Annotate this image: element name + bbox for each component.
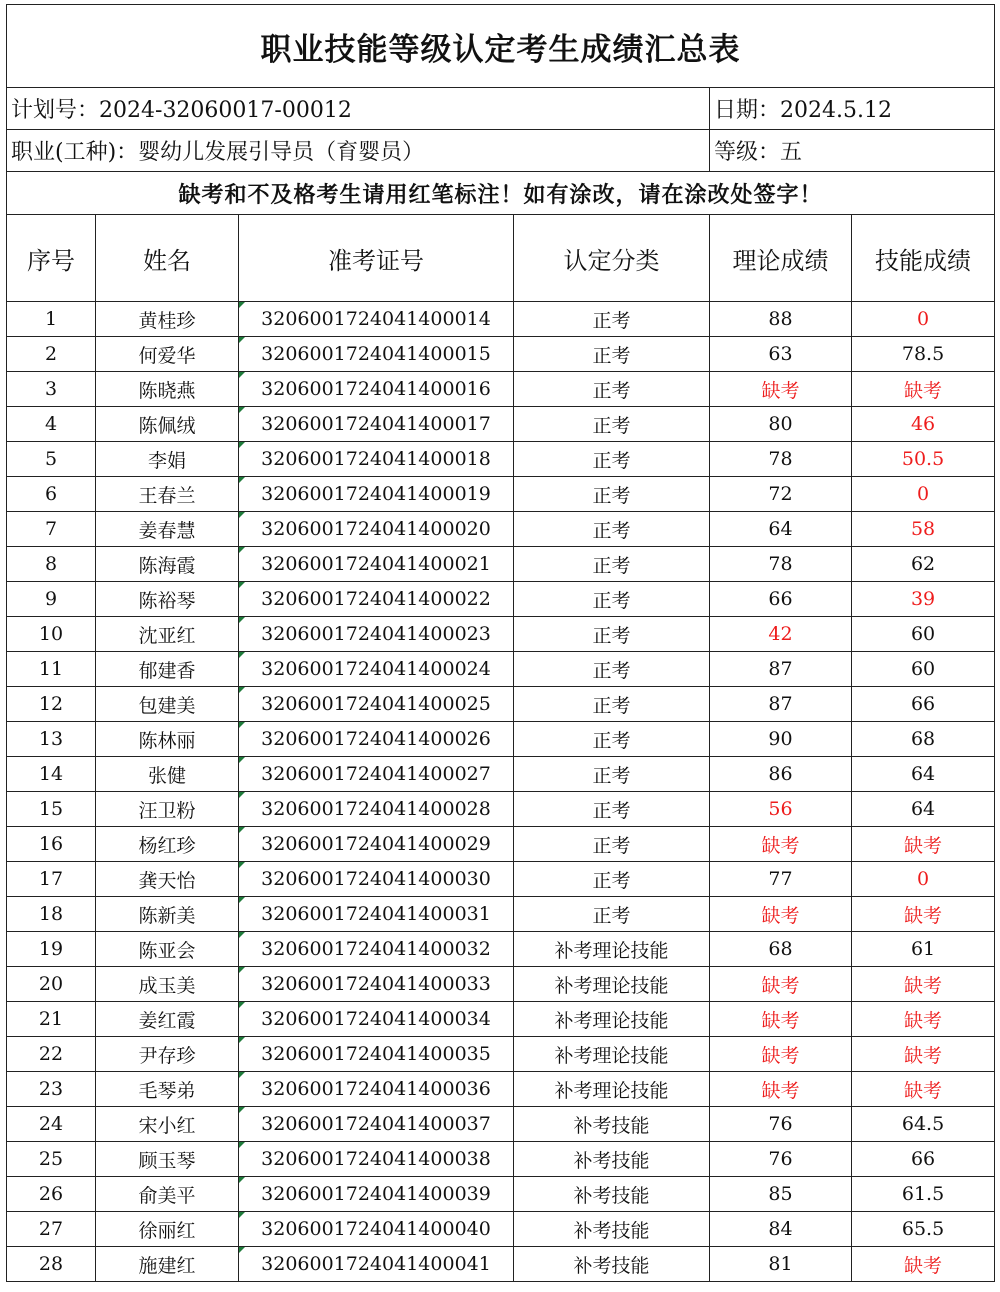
student-name: 陈晓燕	[96, 372, 239, 407]
ticket-id: 3206001724041400027	[239, 757, 514, 792]
student-name: 姜红霞	[96, 1002, 239, 1037]
exam-type: 补考技能	[514, 1177, 710, 1212]
theory-score: 缺考	[710, 827, 852, 862]
exam-type: 正考	[514, 302, 710, 337]
row-number: 11	[7, 652, 96, 687]
student-name: 王春兰	[96, 477, 239, 512]
student-name: 顾玉琴	[96, 1142, 239, 1177]
theory-score: 64	[710, 512, 852, 547]
theory-score: 77	[710, 862, 852, 897]
skill-score: 66	[852, 1142, 995, 1177]
notice: 缺考和不及格考生请用红笔标注！如有涂改，请在涂改处签字！	[7, 172, 995, 215]
exam-type: 正考	[514, 617, 710, 652]
ticket-id: 3206001724041400034	[239, 1002, 514, 1037]
student-name: 陈裕琴	[96, 582, 239, 617]
table-row	[7, 337, 995, 372]
ticket-id: 3206001724041400031	[239, 897, 514, 932]
row-number: 28	[7, 1247, 96, 1282]
exam-type: 正考	[514, 722, 710, 757]
student-name: 陈佩绒	[96, 407, 239, 442]
plan-number	[7, 88, 710, 130]
ticket-id: 3206001724041400022	[239, 582, 514, 617]
date-label: 日期：	[714, 98, 781, 123]
student-name: 杨红珍	[96, 827, 239, 862]
student-name: 徐丽红	[96, 1212, 239, 1247]
occupation-label: 职业(工种)：	[11, 140, 139, 165]
student-name: 陈新美	[96, 897, 239, 932]
skill-score: 0	[852, 477, 995, 512]
student-name: 毛琴弟	[96, 1072, 239, 1107]
theory-score: 76	[710, 1142, 852, 1177]
row-number: 10	[7, 617, 96, 652]
table-row	[7, 442, 995, 477]
skill-score: 缺考	[852, 1247, 995, 1282]
header-skill: 技能成绩	[852, 215, 995, 302]
theory-score: 42	[710, 617, 852, 652]
theory-score: 78	[710, 547, 852, 582]
row-number: 8	[7, 547, 96, 582]
row-number: 26	[7, 1177, 96, 1212]
exam-type: 补考理论技能	[514, 1072, 710, 1107]
row-number: 6	[7, 477, 96, 512]
exam-type: 补考技能	[514, 1142, 710, 1177]
row-number: 19	[7, 932, 96, 967]
ticket-id: 3206001724041400021	[239, 547, 514, 582]
ticket-id: 3206001724041400016	[239, 372, 514, 407]
theory-score: 66	[710, 582, 852, 617]
student-name: 郁建香	[96, 652, 239, 687]
header-no: 序号	[7, 215, 96, 302]
row-number: 18	[7, 897, 96, 932]
table-row	[7, 617, 995, 652]
theory-score: 80	[710, 407, 852, 442]
row-number: 27	[7, 1212, 96, 1247]
exam-type: 正考	[514, 547, 710, 582]
table-row	[7, 407, 995, 442]
skill-score: 64.5	[852, 1107, 995, 1142]
grade-label: 等级：	[714, 140, 781, 165]
header-ticket-id: 准考证号	[239, 215, 514, 302]
theory-score: 缺考	[710, 1037, 852, 1072]
exam-type: 正考	[514, 337, 710, 372]
exam-type: 补考理论技能	[514, 1002, 710, 1037]
table-row	[7, 477, 995, 512]
exam-type: 正考	[514, 897, 710, 932]
ticket-id: 3206001724041400023	[239, 617, 514, 652]
student-name: 姜春慧	[96, 512, 239, 547]
skill-score: 缺考	[852, 897, 995, 932]
exam-type: 补考技能	[514, 1212, 710, 1247]
theory-score: 90	[710, 722, 852, 757]
skill-score: 60	[852, 617, 995, 652]
table-row	[7, 1072, 995, 1107]
ticket-id: 3206001724041400019	[239, 477, 514, 512]
theory-score: 缺考	[710, 897, 852, 932]
row-number: 24	[7, 1107, 96, 1142]
table-row	[7, 512, 995, 547]
theory-score: 68	[710, 932, 852, 967]
row-number: 2	[7, 337, 96, 372]
skill-score: 65.5	[852, 1212, 995, 1247]
skill-score: 50.5	[852, 442, 995, 477]
student-name: 尹存珍	[96, 1037, 239, 1072]
header-name: 姓名	[96, 215, 239, 302]
table-row	[7, 1107, 995, 1142]
ticket-id: 3206001724041400024	[239, 652, 514, 687]
skill-score: 缺考	[852, 372, 995, 407]
row-number: 4	[7, 407, 96, 442]
student-name: 龚天怡	[96, 862, 239, 897]
table-row	[7, 967, 995, 1002]
skill-score: 39	[852, 582, 995, 617]
table-row	[7, 1142, 995, 1177]
table-row	[7, 757, 995, 792]
table-row	[7, 302, 995, 337]
skill-score: 0	[852, 862, 995, 897]
ticket-id: 3206001724041400014	[239, 302, 514, 337]
theory-score: 缺考	[710, 1072, 852, 1107]
exam-type: 正考	[514, 792, 710, 827]
ticket-id: 3206001724041400029	[239, 827, 514, 862]
table-row	[7, 792, 995, 827]
skill-score: 0	[852, 302, 995, 337]
table-row	[7, 582, 995, 617]
exam-type: 补考理论技能	[514, 967, 710, 1002]
table-row	[7, 722, 995, 757]
table-row	[7, 1037, 995, 1072]
skill-score: 缺考	[852, 1037, 995, 1072]
grade-value: 五	[780, 140, 803, 165]
exam-type: 正考	[514, 512, 710, 547]
exam-type: 补考理论技能	[514, 1037, 710, 1072]
theory-score: 87	[710, 687, 852, 722]
ticket-id: 3206001724041400032	[239, 932, 514, 967]
ticket-id: 3206001724041400039	[239, 1177, 514, 1212]
theory-score: 84	[710, 1212, 852, 1247]
row-number: 7	[7, 512, 96, 547]
plan-label: 计划号：	[11, 98, 100, 123]
ticket-id: 3206001724041400033	[239, 967, 514, 1002]
theory-score: 72	[710, 477, 852, 512]
skill-score: 61.5	[852, 1177, 995, 1212]
skill-score: 66	[852, 687, 995, 722]
table-row	[7, 547, 995, 582]
student-name: 黄桂珍	[96, 302, 239, 337]
row-number: 23	[7, 1072, 96, 1107]
exam-type: 正考	[514, 862, 710, 897]
exam-type: 正考	[514, 757, 710, 792]
exam-type: 正考	[514, 652, 710, 687]
student-name: 俞美平	[96, 1177, 239, 1212]
table-row	[7, 1247, 995, 1282]
table-row	[7, 862, 995, 897]
exam-type: 正考	[514, 582, 710, 617]
table-row	[7, 1212, 995, 1247]
theory-score: 76	[710, 1107, 852, 1142]
occupation-value: 婴幼儿发展引导员（育婴员）	[138, 140, 425, 165]
row-number: 12	[7, 687, 96, 722]
skill-score: 68	[852, 722, 995, 757]
ticket-id: 3206001724041400035	[239, 1037, 514, 1072]
theory-score: 63	[710, 337, 852, 372]
student-name: 张健	[96, 757, 239, 792]
theory-score: 87	[710, 652, 852, 687]
row-number: 20	[7, 967, 96, 1002]
exam-type: 正考	[514, 442, 710, 477]
row-number: 25	[7, 1142, 96, 1177]
skill-score: 58	[852, 512, 995, 547]
exam-type: 补考技能	[514, 1247, 710, 1282]
occupation	[7, 130, 710, 172]
exam-type: 正考	[514, 827, 710, 862]
score-table	[6, 4, 995, 1282]
skill-score: 61	[852, 932, 995, 967]
header-type: 认定分类	[514, 215, 710, 302]
table-row	[7, 1002, 995, 1037]
table-row	[7, 897, 995, 932]
skill-score: 62	[852, 547, 995, 582]
header-theory: 理论成绩	[710, 215, 852, 302]
ticket-id: 3206001724041400037	[239, 1107, 514, 1142]
grade-level	[710, 130, 995, 172]
skill-score: 64	[852, 792, 995, 827]
skill-score: 46	[852, 407, 995, 442]
table-row	[7, 827, 995, 862]
theory-score: 81	[710, 1247, 852, 1282]
student-name: 陈林丽	[96, 722, 239, 757]
row-number: 21	[7, 1002, 96, 1037]
row-number: 17	[7, 862, 96, 897]
theory-score: 缺考	[710, 967, 852, 1002]
theory-score: 56	[710, 792, 852, 827]
ticket-id: 3206001724041400038	[239, 1142, 514, 1177]
exam-type: 正考	[514, 372, 710, 407]
row-number: 15	[7, 792, 96, 827]
student-name: 陈海霞	[96, 547, 239, 582]
skill-score: 78.5	[852, 337, 995, 372]
exam-type: 正考	[514, 407, 710, 442]
row-number: 1	[7, 302, 96, 337]
ticket-id: 3206001724041400026	[239, 722, 514, 757]
row-number: 9	[7, 582, 96, 617]
table-row	[7, 372, 995, 407]
student-name: 成玉美	[96, 967, 239, 1002]
exam-type: 补考理论技能	[514, 932, 710, 967]
student-name: 何爱华	[96, 337, 239, 372]
table-row	[7, 932, 995, 967]
date-value: 2024.5.12	[780, 98, 892, 123]
theory-score: 78	[710, 442, 852, 477]
exam-type: 正考	[514, 687, 710, 722]
row-number: 3	[7, 372, 96, 407]
exam-type: 正考	[514, 477, 710, 512]
student-name: 宋小红	[96, 1107, 239, 1142]
table-header	[7, 215, 995, 302]
row-number: 5	[7, 442, 96, 477]
ticket-id: 3206001724041400025	[239, 687, 514, 722]
table-row	[7, 652, 995, 687]
theory-score: 86	[710, 757, 852, 792]
ticket-id: 3206001724041400028	[239, 792, 514, 827]
exam-date	[710, 88, 995, 130]
skill-score: 缺考	[852, 827, 995, 862]
ticket-id: 3206001724041400040	[239, 1212, 514, 1247]
score-summary-sheet	[6, 4, 994, 1282]
skill-score: 64	[852, 757, 995, 792]
ticket-id: 3206001724041400020	[239, 512, 514, 547]
theory-score: 缺考	[710, 1002, 852, 1037]
ticket-id: 3206001724041400017	[239, 407, 514, 442]
student-name: 陈亚会	[96, 932, 239, 967]
student-name: 包建美	[96, 687, 239, 722]
skill-score: 缺考	[852, 1002, 995, 1037]
theory-score: 缺考	[710, 372, 852, 407]
skill-score: 缺考	[852, 967, 995, 1002]
theory-score: 88	[710, 302, 852, 337]
student-name: 李娟	[96, 442, 239, 477]
row-number: 16	[7, 827, 96, 862]
student-name: 沈亚红	[96, 617, 239, 652]
student-name: 汪卫粉	[96, 792, 239, 827]
table-row	[7, 687, 995, 722]
row-number: 13	[7, 722, 96, 757]
student-name: 施建红	[96, 1247, 239, 1282]
ticket-id: 3206001724041400041	[239, 1247, 514, 1282]
ticket-id: 3206001724041400018	[239, 442, 514, 477]
exam-type: 补考技能	[514, 1107, 710, 1142]
theory-score: 85	[710, 1177, 852, 1212]
ticket-id: 3206001724041400030	[239, 862, 514, 897]
ticket-id: 3206001724041400015	[239, 337, 514, 372]
row-number: 14	[7, 757, 96, 792]
skill-score: 缺考	[852, 1072, 995, 1107]
page-title: 职业技能等级认定考生成绩汇总表	[7, 5, 995, 88]
table-row	[7, 1177, 995, 1212]
plan-value: 2024-32060017-00012	[99, 98, 352, 123]
row-number: 22	[7, 1037, 96, 1072]
skill-score: 60	[852, 652, 995, 687]
ticket-id: 3206001724041400036	[239, 1072, 514, 1107]
